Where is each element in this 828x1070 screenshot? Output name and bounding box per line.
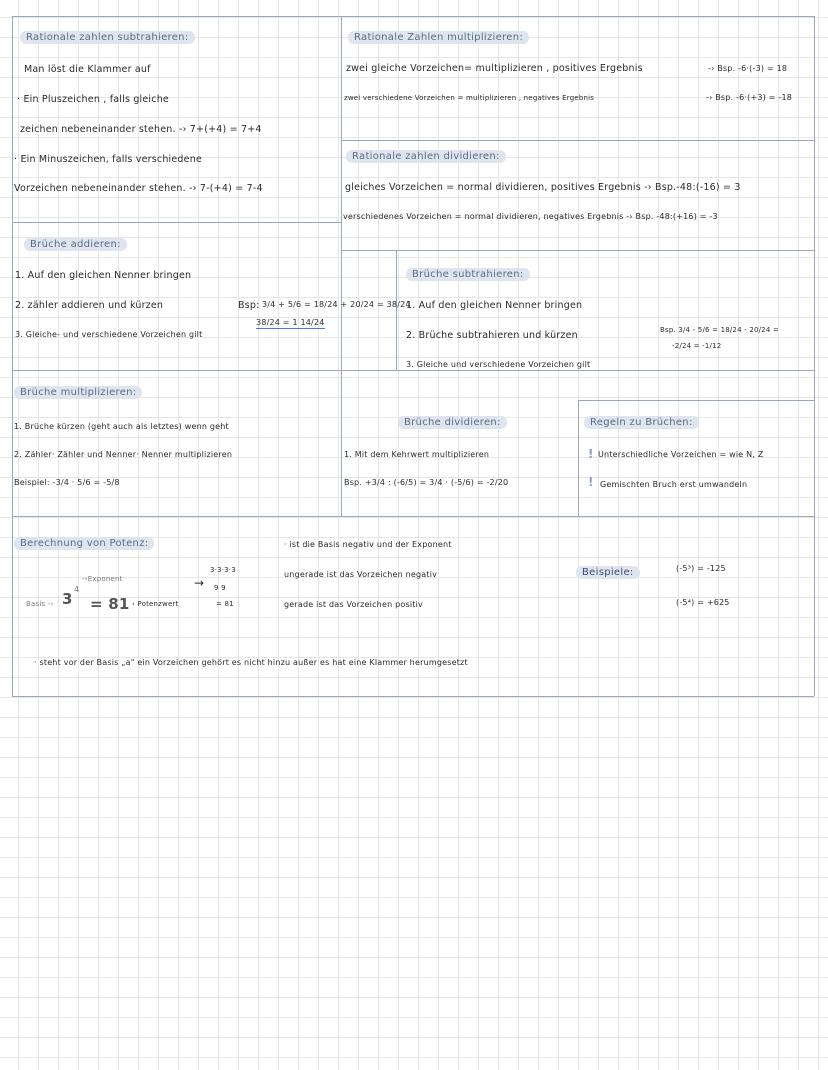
text-line: 3. Gleiche- und verschiedene Vorzeichen gilt	[15, 330, 203, 339]
calc-line: 9 9	[214, 584, 226, 592]
text-line: 1. Auf den gleichen Nenner bringen	[406, 300, 583, 311]
example-math: (-5⁴) = +625	[676, 598, 730, 607]
text-line: Unterschiedliche Vorzeichen = wie N, Z	[598, 450, 764, 459]
power-base: 3	[62, 590, 73, 608]
example-math: Beispiel: -3/4 · 5/6 = -5/8	[14, 478, 120, 487]
text-line: Vorzeichen nebeneinander stehen. -› 7-(+4) = 7-4	[14, 183, 263, 194]
section-title: Brüche multiplizieren:	[14, 386, 142, 399]
text-line: 1. Auf den gleichen Nenner bringen	[15, 270, 192, 281]
text-line: zwei gleiche Vorzeichen= multiplizieren , positives Ergebnis	[346, 63, 643, 74]
example-math: Bsp. 3/4 - 5/6 = 18/24 - 20/24 =	[660, 326, 779, 334]
basis-label: Basis -›	[26, 600, 54, 608]
text-line: 1. Brüche kürzen (geht auch als letztes) wenn geht	[14, 422, 229, 431]
box-border	[12, 222, 341, 223]
text-line: · ist die Basis negativ und der Exponent	[284, 540, 452, 549]
box-border	[578, 400, 814, 401]
result-label: ‹ Potenzwert	[132, 600, 179, 608]
box-border	[396, 250, 397, 370]
example-math: 38/24 = 1 14/24	[256, 318, 325, 327]
section-title: Rationale Zahlen multiplizieren:	[348, 31, 529, 44]
text-line: 2. Brüche subtrahieren und kürzen	[406, 330, 578, 341]
box-border	[12, 370, 814, 371]
text-line: zwei verschiedene Vorzeichen = multiplizieren , negatives Ergebnis	[344, 94, 595, 102]
section-title: Rationale zahlen dividieren:	[346, 150, 506, 163]
text-line: 2. zähler addieren und kürzen	[15, 300, 164, 311]
example-text: -› Bsp. -6·(-3) = 18	[708, 64, 788, 73]
example-math: -2/24 = -1/12	[672, 342, 722, 350]
text-line: · Ein Minuszeichen, falls verschiedene	[14, 154, 202, 165]
exclamation-icon: !	[588, 447, 594, 461]
arrow-icon: →	[194, 576, 205, 590]
examples-title: Beispiele:	[576, 566, 640, 579]
text-line: zeichen nebeneinander stehen. -› 7+(+4) = 7+4	[20, 124, 262, 135]
text-line: 1. Mit dem Kehrwert multiplizieren	[344, 450, 490, 459]
example-math: (-5³) = -125	[676, 564, 726, 573]
box-border	[341, 16, 342, 516]
section-title: Regeln zu Brüchen:	[584, 416, 699, 429]
section-title: Brüche subtrahieren:	[406, 268, 530, 281]
text-line: 2. Zähler· Zähler und Nenner· Nenner multiplizieren	[14, 450, 233, 459]
text-line: Gemischten Bruch erst umwandeln	[600, 480, 748, 489]
box-border	[12, 16, 814, 17]
box-border	[341, 140, 814, 141]
example-label: Bsp:	[238, 300, 260, 311]
box-border	[814, 16, 815, 696]
box-border	[578, 400, 579, 516]
text-line: gleiches Vorzeichen = normal dividieren, positives Ergebnis -› Bsp.-48:(-16) = 3	[345, 182, 741, 193]
power-exponent: 4	[74, 585, 80, 594]
section-title: Berechnung von Potenz:	[14, 537, 154, 550]
power-result: = 81	[90, 595, 130, 613]
box-border	[12, 696, 814, 697]
exponent-label: -›Exponent	[82, 575, 123, 583]
section-title: Rationale zahlen subtrahieren:	[20, 31, 195, 44]
exclamation-icon: !	[588, 475, 594, 489]
example-math: 3/4 + 5/6 = 18/24 + 20/24 = 38/24	[262, 300, 411, 309]
calc-line: 3·3·3·3	[210, 566, 236, 574]
example-text: -› Bsp. -6·(+3) = -18	[706, 93, 793, 102]
example-math: Bsp. +3/4 : (-6/5) = 3/4 · (-5/6) = -2/20	[344, 478, 509, 487]
calc-line: = 81	[216, 600, 234, 608]
text-line: 3. Gleiche und verschiedene Vorzeichen gilt	[406, 360, 591, 369]
box-border	[12, 516, 814, 517]
text-line: Man löst die Klammer auf	[24, 64, 151, 75]
text-line: verschiedenes Vorzeichen = normal dividieren, negatives Ergebnis -› Bsp. -48:(+16) = -3	[343, 212, 718, 221]
text-line: gerade ist das Vorzeichen positiv	[284, 600, 423, 609]
text-line: ungerade ist das Vorzeichen negativ	[284, 570, 438, 579]
section-title: Brüche dividieren:	[398, 416, 507, 429]
box-border	[341, 250, 814, 251]
section-title: Brüche addieren:	[24, 238, 127, 251]
text-line: · steht vor der Basis „a" ein Vorzeichen gehört es nicht hinzu außer es hat eine Klammer herumgesetzt	[34, 658, 468, 667]
text-line: · Ein Pluszeichen , falls gleiche	[17, 94, 169, 105]
box-border	[12, 16, 13, 696]
